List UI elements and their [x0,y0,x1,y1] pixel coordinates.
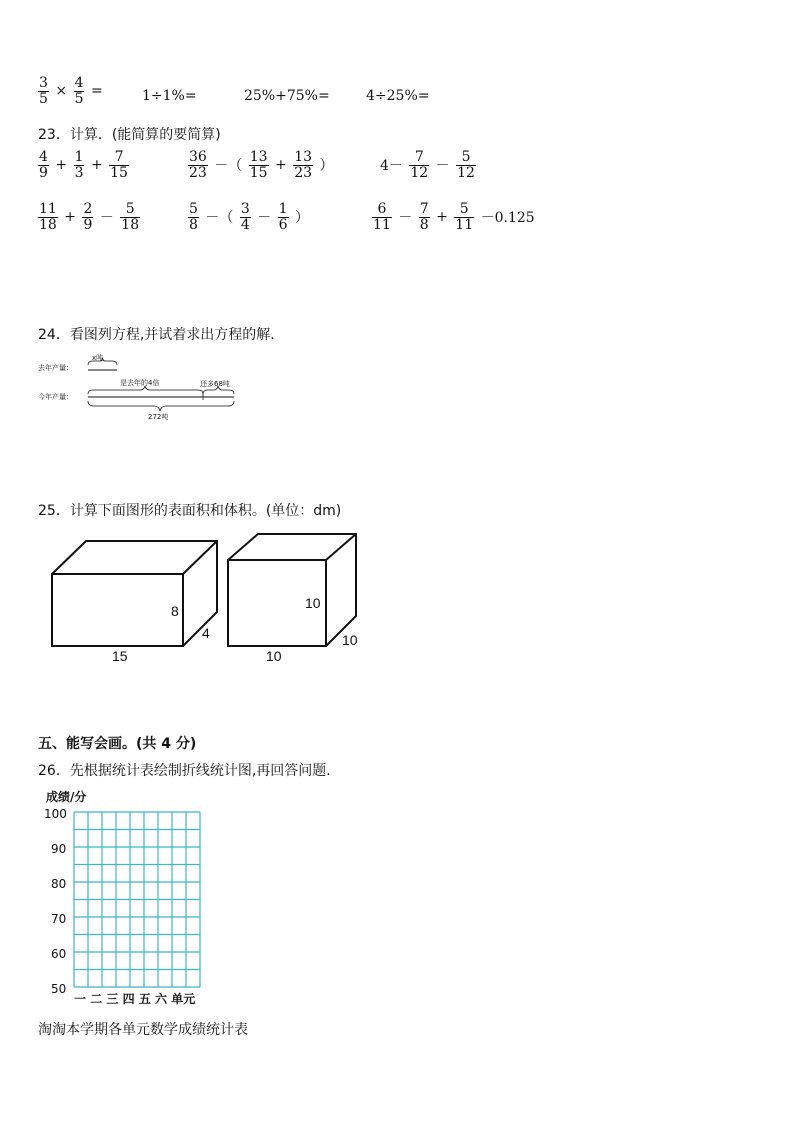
question-25-title: 25．计算下面图形的表面积和体积。(单位：dm) [38,503,342,519]
y-tick: 60 [51,947,67,961]
x-label: 单元 [171,992,196,1006]
y-tick: 80 [51,877,67,891]
cuboid-drawing [38,528,218,668]
cuboid-width: 4 [202,625,210,641]
x-ton-label: x吨 [92,354,104,362]
section-5-title: 五、能写会画。(共 4 分) [38,736,197,752]
last-year-label: 去年产量： [38,364,73,372]
x-label: 四 [122,992,135,1006]
expr-25-plus-75: 25%+75%= [244,88,330,104]
expr-1-div-1pct: 1÷1%= [142,88,197,104]
cuboid-length: 15 [112,648,128,664]
total-272-label: 272吨 [148,413,169,421]
cube-width: 10 [342,632,358,648]
line-segment-diagram [38,350,258,425]
y-tick: 50 [51,982,67,996]
cuboid-height: 8 [171,603,179,619]
question-23-title: 23．计算．(能简算的要简算) [38,127,221,143]
question-26-title: 26．先根据统计表绘制折线统计图,再回答问题． [38,763,341,779]
expr-23c: 4－ $\frac{7}{12}$ － $\frac{5}{12}$ [380,149,475,181]
expr-4-div-25: 4÷25%= [366,88,430,104]
x-label: 六 [155,992,168,1006]
segment-lines [38,350,258,425]
line-chart-grid [38,786,238,1011]
cube-height: 10 [305,595,321,611]
x-label: 五 [138,992,151,1006]
fraction: $\frac{3}{5}$ [39,75,48,107]
table-caption: 淘淘本学期各单元数学成绩统计表 [38,1022,248,1038]
y-tick: 90 [51,842,67,856]
expr-23e: $\frac{5}{8}$ －（ $\frac{3}{4}$ － $\frac{1}{6}$ ） [189,201,310,233]
expr-23b: $\frac{36}{23}$ －（ $\frac{13}{15}$ + $\frac{13}{23}$ ） [189,149,334,181]
four-times-label: 是去年的4倍 [120,379,160,387]
x-label: 三 [106,992,119,1006]
more-68-label: 还多68吨 [200,380,230,388]
cube-figure [222,528,367,668]
x-axis-labels [74,990,195,1007]
y-tick: 100 [44,807,67,821]
question-24-title: 24．看图列方程,并试着求出方程的解． [38,327,285,343]
y-axis-title: 成绩/分 [46,790,87,804]
expr-23d: $\frac{11}{18}$ + $\frac{2}{9}$ － $\frac{5}{18}$ [39,201,140,233]
expr-23a: $\frac{4}{9}$ + $\frac{1}{3}$ + $\frac{7}{15}$ [39,149,128,181]
this-year-label: 今年产量： [38,393,73,401]
empty-grid [72,810,202,990]
y-tick: 70 [51,912,67,926]
cuboid-figure [38,528,218,668]
expr-23f: $\frac{6}{11}$ － $\frac{7}{8}$ + $\frac{5}{11}$ －0.125 [373,201,535,233]
arith-row-1: $\frac{3}{5}$ × $\frac{4}{5}$ = [39,75,103,107]
x-label: 二 [90,992,103,1006]
fraction: $\frac{4}{5}$ [74,75,84,107]
x-label: 一 [74,992,87,1006]
cube-length: 10 [266,648,282,664]
